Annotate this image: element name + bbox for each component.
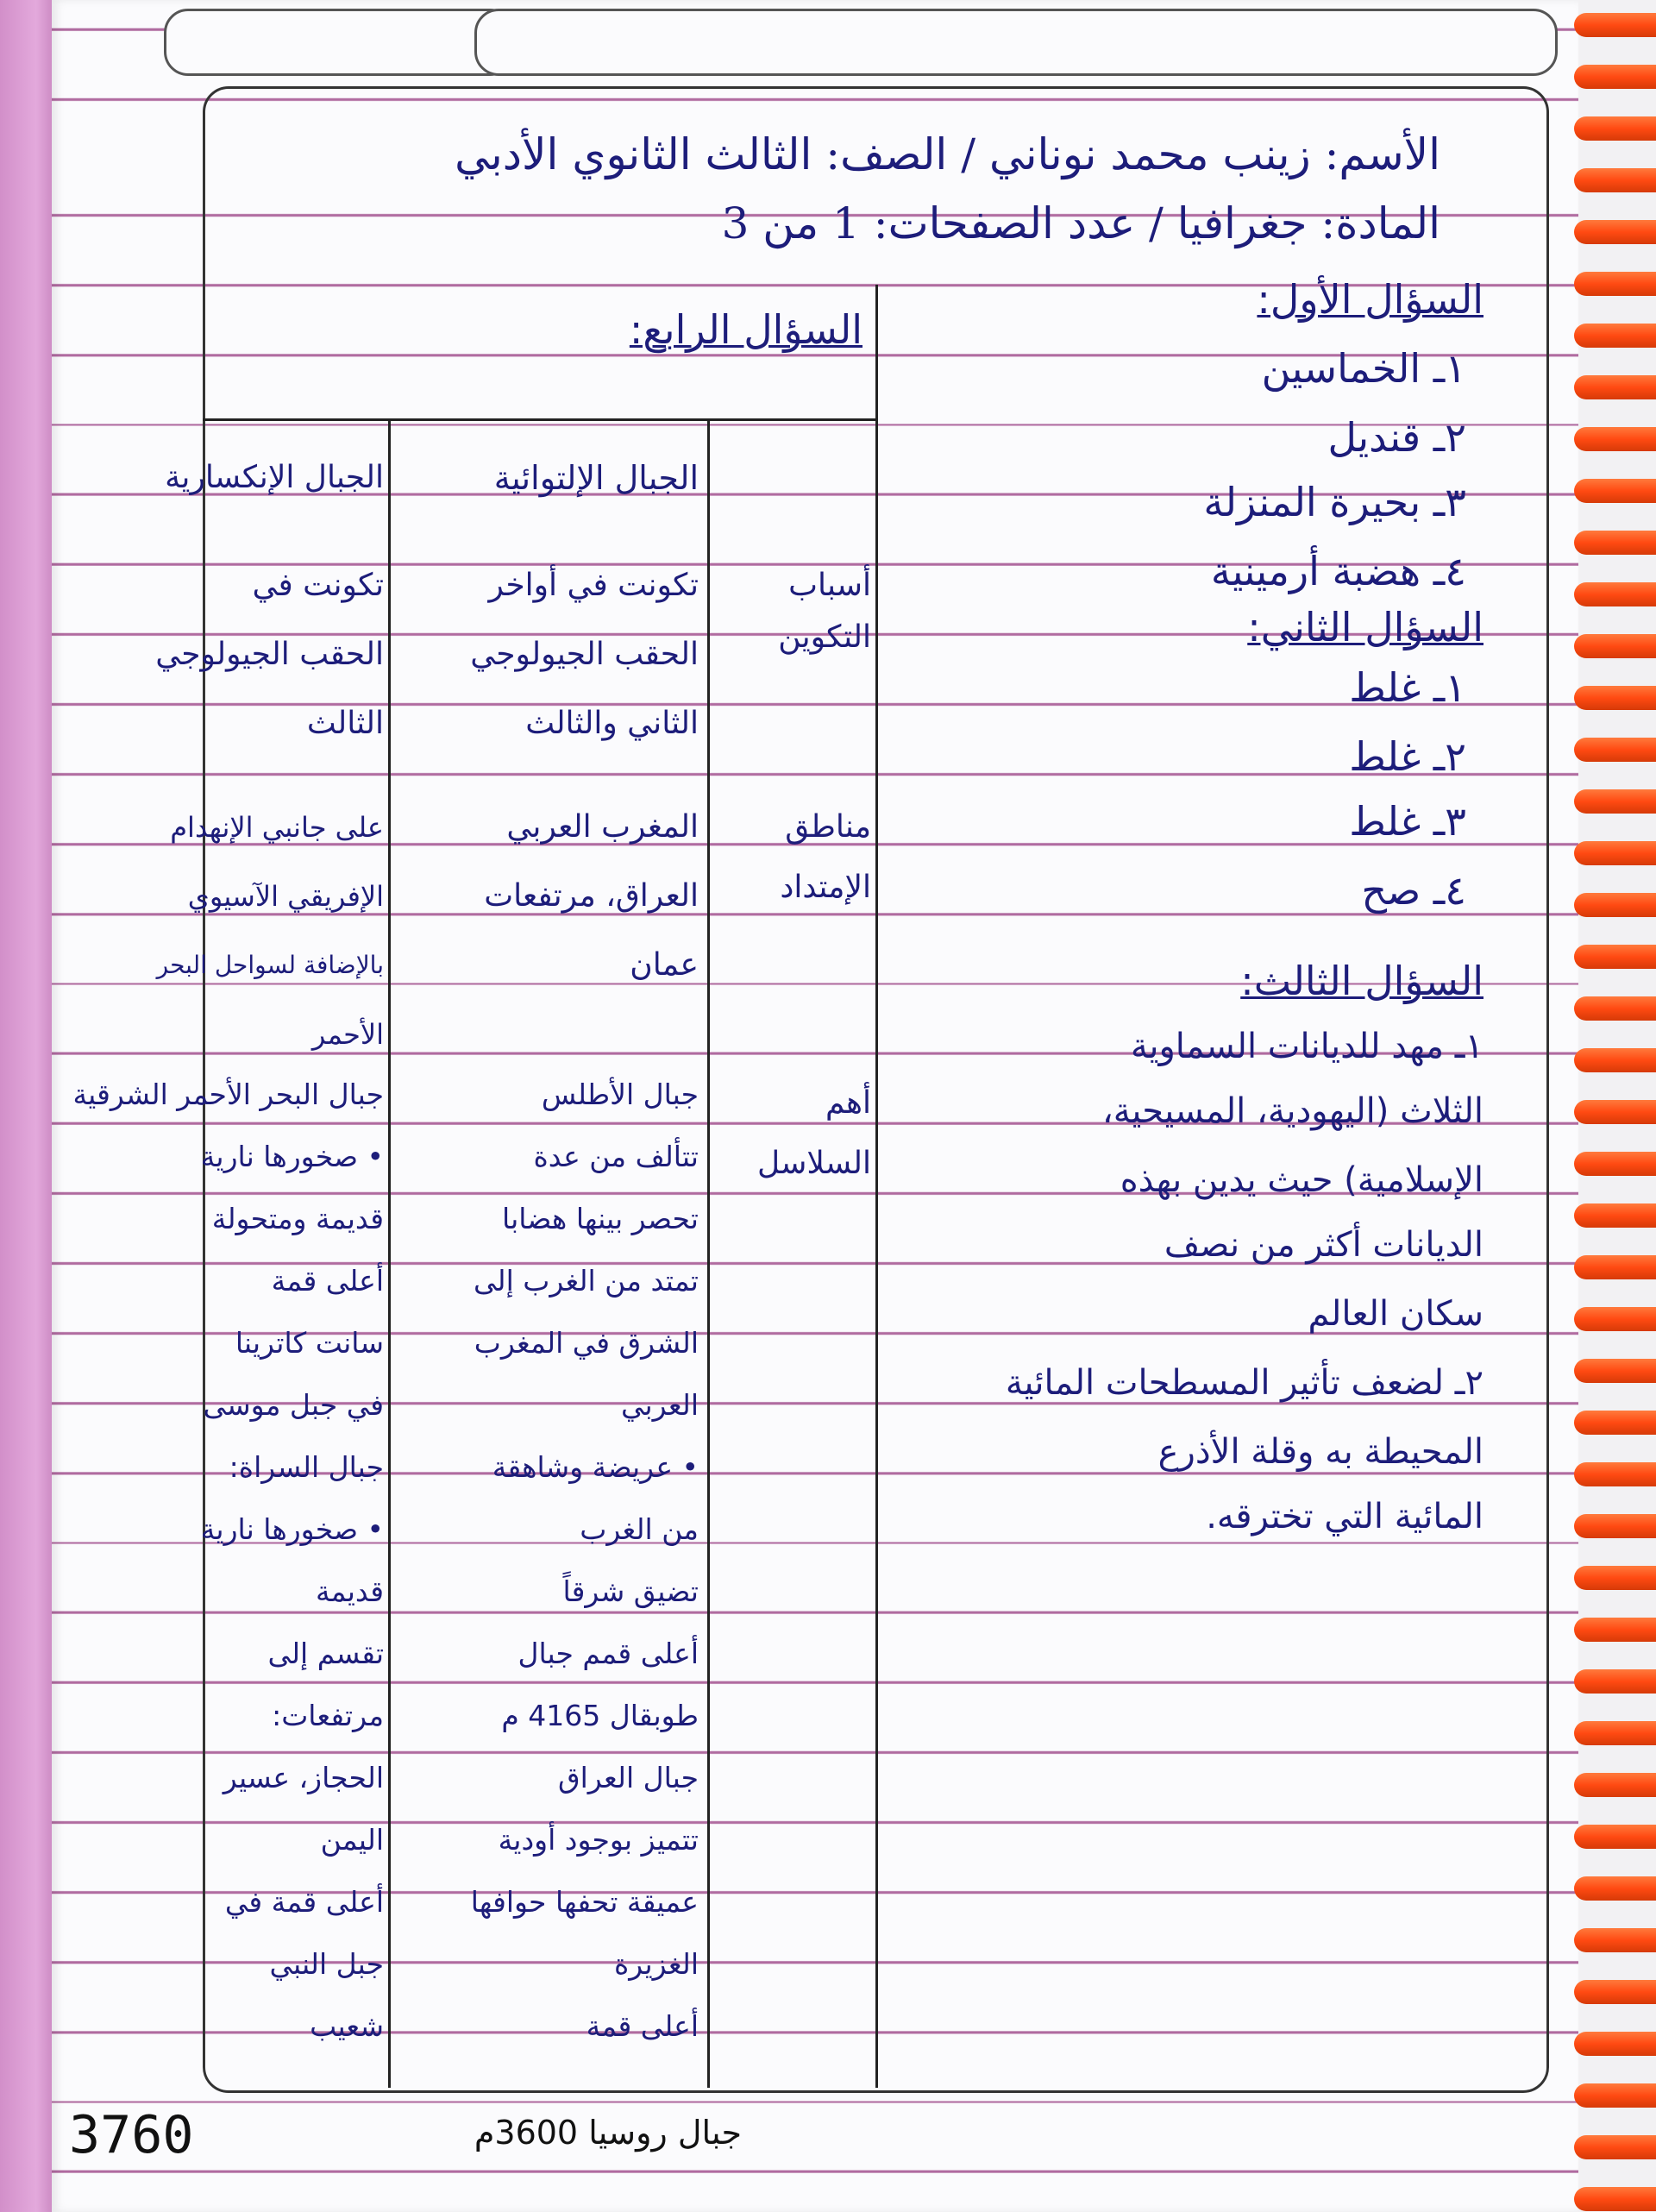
row3-faulted-9: قديمة <box>315 1574 384 1608</box>
q3-answer-line-3: الإسلامية) حيث يدين بهذه <box>1120 1160 1484 1200</box>
row3-folded-12: جبال العراق <box>557 1761 699 1794</box>
row3-folded-5: الشرق في المغرب <box>474 1326 699 1360</box>
spiral-coil <box>1574 1152 1656 1176</box>
spiral-coil <box>1574 2187 1656 2211</box>
spiral-coil <box>1574 1255 1656 1279</box>
table-top-border <box>203 418 877 421</box>
spiral-coil <box>1574 1825 1656 1849</box>
spiral-coil <box>1574 272 1656 296</box>
spiral-coil <box>1574 1203 1656 1228</box>
spiral-coil <box>1574 13 1656 37</box>
row3-faulted-7: جبال السراة: <box>229 1450 384 1484</box>
q2-title: السؤال الثاني: <box>1247 604 1484 650</box>
row3-folded-15: الغزيرة <box>613 1947 699 1981</box>
spiral-coil <box>1574 65 1656 89</box>
header-box-left <box>164 9 514 76</box>
q2-answer-1: ١ـ غلط <box>1349 664 1466 711</box>
q3-answer-line-7: المحيطة به وقلة الأذرع <box>1157 1432 1484 1472</box>
q3-answer-line-8: المائية التي تخترقه. <box>1206 1497 1484 1536</box>
q1-answer-3: ٣ـ بحيرة المنزلة <box>1203 479 1466 525</box>
spiral-coil <box>1574 531 1656 555</box>
spiral-coil <box>1574 168 1656 192</box>
row2-folded-1: المغرب العربي <box>506 809 699 845</box>
row2-label-2: الإمتداد <box>780 870 871 905</box>
row3-faulted-15: جبل النبي <box>269 1947 384 1981</box>
row2-faulted-4: الأحمر <box>311 1018 384 1051</box>
spiral-coil <box>1574 1359 1656 1383</box>
footer-note: جبال روسيا 3600م <box>474 2114 742 2152</box>
spiral-coil <box>1574 996 1656 1021</box>
q4-title: السؤال الرابع: <box>629 306 862 353</box>
spiral-coil <box>1574 1773 1656 1797</box>
spiral-coil <box>1574 1566 1656 1590</box>
row3-faulted-4: أعلى قمة <box>271 1264 384 1298</box>
row1-faulted-2: الحقب الجيولوجي <box>155 637 384 672</box>
row3-folded-11: طوبقال 4165 م <box>501 1699 699 1732</box>
row3-folded-16: أعلى قمة <box>586 2009 699 2043</box>
row3-faulted-10: تقسم إلى <box>267 1637 384 1670</box>
spiral-coil <box>1574 1411 1656 1435</box>
spiral-coil <box>1574 1462 1656 1486</box>
row2-faulted-2: الإفريقي الآسيوي <box>187 880 384 913</box>
table-col-line-1 <box>388 418 391 2088</box>
spiral-coil <box>1574 1514 1656 1538</box>
row1-folded-3: الثاني والثالث <box>525 706 699 741</box>
row1-faulted-1: تكونت في <box>252 568 384 603</box>
q3-answer-line-1: ١ـ مهد للديانات السماوية <box>1130 1027 1484 1066</box>
row3-folded-1: جبال الأطلس <box>541 1078 699 1111</box>
row2-label-1: مناطق <box>785 809 871 845</box>
spiral-coil <box>1574 479 1656 503</box>
spiral-coil <box>1574 582 1656 606</box>
notebook-page <box>52 0 1578 2212</box>
row3-faulted-13: اليمن <box>320 1823 384 1857</box>
spiral-coil <box>1574 634 1656 658</box>
q1-answer-4: ٤ـ هضبة أرمينية <box>1210 548 1466 594</box>
spiral-coil <box>1574 1100 1656 1124</box>
row3-faulted-1: جبال البحر الأحمر الشرقية <box>72 1078 384 1111</box>
q3-answer-line-6: ٢ـ لضعف تأثير المسطحات المائية <box>1005 1363 1484 1403</box>
spiral-coil <box>1574 1980 1656 2004</box>
row3-folded-2: تتألف من عدة <box>533 1140 699 1173</box>
row3-faulted-12: الحجاز، عسير <box>223 1761 384 1794</box>
header-box-right <box>474 9 1558 76</box>
q1-title: السؤال الأول: <box>1257 276 1484 323</box>
row1-folded-1: تكونت في أواخر <box>488 568 699 603</box>
spiral-coil <box>1574 841 1656 865</box>
row1-label-1: أسباب <box>788 568 871 603</box>
spiral-coil <box>1574 1618 1656 1642</box>
row3-folded-6: العربي <box>620 1388 699 1422</box>
row1-folded-2: الحقب الجيولوجي <box>470 637 699 672</box>
row3-faulted-3: قديمة ومتحولة <box>211 1202 384 1235</box>
spiral-coil <box>1574 1721 1656 1745</box>
footer-number: 3760 <box>69 2105 194 2165</box>
spiral-coil <box>1574 789 1656 814</box>
spiral-coil <box>1574 738 1656 762</box>
row3-faulted-14: أعلى قمة في <box>224 1885 384 1919</box>
row2-folded-3: عمان <box>630 947 699 983</box>
row2-faulted-3: بالإضافة لسواحل البحر <box>156 951 384 979</box>
row3-faulted-2: • صخورها نارية <box>200 1140 384 1173</box>
row3-folded-13: تتميز بوجود أودية <box>498 1823 699 1857</box>
row2-faulted-1: على جانبي الإنهدام <box>170 811 384 844</box>
q1-answer-1: ١ـ الخماسين <box>1261 345 1466 392</box>
row3-folded-3: تحصر بينها هضابا <box>502 1202 699 1235</box>
row3-faulted-6: في جبل موسى <box>203 1388 384 1422</box>
row3-faulted-8: • صخورها نارية <box>200 1512 384 1546</box>
spiral-coil <box>1574 1669 1656 1694</box>
row1-faulted-3: الثالث <box>306 706 384 741</box>
row3-folded-8: من الغرب <box>580 1512 699 1546</box>
spiral-coil <box>1574 324 1656 348</box>
row3-label-1: أهم <box>825 1085 871 1121</box>
q2-answer-3: ٣ـ غلط <box>1349 798 1466 845</box>
subject-line: المادة: جغرافيا / عدد الصفحات: 1 من 3 <box>721 198 1440 248</box>
row3-folded-9: تضيق شرقاً <box>562 1574 699 1608</box>
row3-faulted-5: سانت كاترينا <box>235 1326 384 1360</box>
spiral-coil <box>1574 1928 1656 1952</box>
q3-answer-line-4: الديانات أكثر من نصف <box>1164 1225 1484 1265</box>
q1-answer-2: ٢ـ قنديل <box>1327 414 1466 461</box>
row3-folded-7: • عريضة وشاهقة <box>492 1450 699 1484</box>
row3-folded-4: تمتد من الغرب إلى <box>474 1264 699 1298</box>
row3-label-2: السلاسل <box>757 1146 871 1181</box>
spiral-coil <box>1574 220 1656 244</box>
row1-label-2: التكوين <box>778 619 871 655</box>
spiral-coil <box>1574 375 1656 399</box>
spiral-coil <box>1574 2135 1656 2159</box>
spiral-coil <box>1574 427 1656 451</box>
spiral-coil <box>1574 1876 1656 1901</box>
table-header-faulted: الجبال الإنكسارية <box>165 460 384 495</box>
q3-title: السؤال الثالث: <box>1240 958 1484 1004</box>
row2-folded-2: العراق، مرتفعات <box>484 878 699 914</box>
spiral-coil <box>1574 1307 1656 1331</box>
spiral-coil <box>1574 2032 1656 2056</box>
student-name-line: الأسم: زينب محمد نوناني / الصف: الثالث الثانوي الأدبي <box>455 129 1440 179</box>
q3-answer-line-5: سكان العالم <box>1308 1294 1484 1334</box>
spiral-coil <box>1574 893 1656 917</box>
table-header-folded: الجبال الإلتوائية <box>493 459 699 497</box>
spiral-coil <box>1574 2083 1656 2108</box>
spiral-coil <box>1574 686 1656 710</box>
q2-answer-4: ٤ـ صح <box>1361 867 1466 914</box>
spiral-coil <box>1574 116 1656 141</box>
row3-faulted-11: مرتفعات: <box>272 1699 384 1732</box>
table-col-line-2 <box>707 418 710 2088</box>
row3-folded-14: عميقة تحفها حوافها <box>470 1885 699 1919</box>
row3-faulted-16: شعيب <box>310 2009 384 2043</box>
spiral-coil <box>1574 1048 1656 1072</box>
spiral-coil <box>1574 945 1656 969</box>
q3-answer-line-2: الثلاث (اليهودية، المسيحية، <box>1101 1091 1484 1131</box>
q2-answer-2: ٢ـ غلط <box>1349 733 1466 780</box>
row3-folded-10: أعلى قمم جبال <box>518 1637 699 1670</box>
